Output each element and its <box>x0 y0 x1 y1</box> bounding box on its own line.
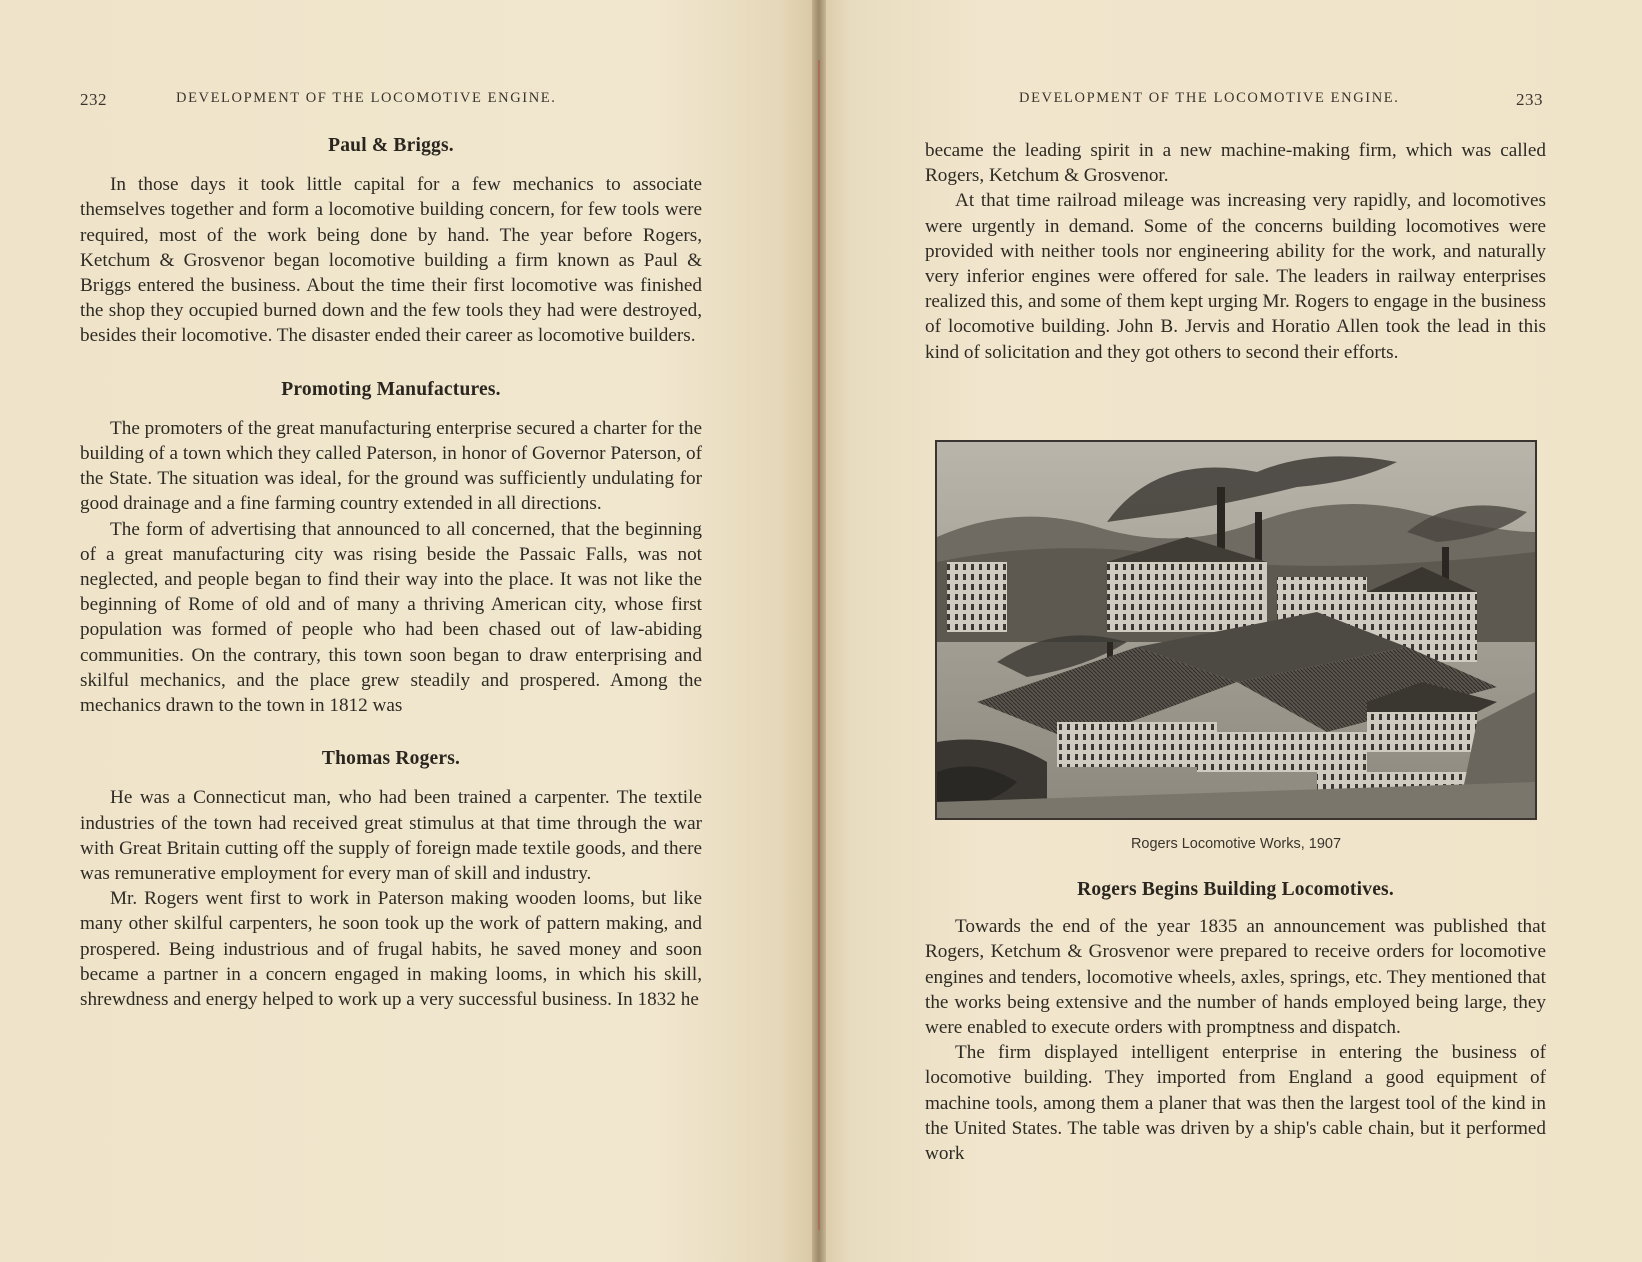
paragraph: The firm displayed intelligent enterprise in entering the business of locomotive building. They imported from England a good equipment of machine tools, among them a planer that was then the largest tool of the kind in the United States. The table was driven by a ship's cable chain, but it performed work <box>925 1042 1546 1165</box>
binding-thread <box>818 60 820 1230</box>
right-page-number: 233 <box>1516 90 1543 109</box>
right-running-head: DEVELOPMENT OF THE LOCOMOTIVE ENGINE. <box>1019 90 1400 106</box>
left-page-number: 232 <box>80 90 107 109</box>
right-column-bottom <box>925 877 1546 1166</box>
left-running-head: DEVELOPMENT OF THE LOCOMOTIVE ENGINE. <box>176 90 557 106</box>
paragraph: The form of advertising that announced to all concerned, that the beginning of a great manufacturing city was rising beside the Passaic Falls, was not neglected, and people began to find their way into the place. It was not like the beginning of Rome of old and of many a thriving American city, whose first population was formed of people who had been chased out of law-abiding communities. On the contrary, this town soon began to draw enterprising and skilful mechanics, and the place grew steadily and prospered. Among the mechanics drawn to the town in 1812 was <box>80 518 702 717</box>
section-heading-thomas-rogers: Thomas Rogers. <box>321 748 461 770</box>
left-page <box>0 0 818 1262</box>
right-column-top <box>925 138 1546 365</box>
paragraph: Mr. Rogers went first to work in Paterson making wooden looms, but like many other skilful carpenters, he soon took up the work of pattern making, and prospered. Being industrious and of frugal habits, he saved money and soon became a partner in a concern engaged in making looms, in which his skill, shrewdness and energy helped to work up a very successful business. In 1832 he <box>80 888 702 1011</box>
paragraph: The promoters of the great manufacturing enterprise secured a charter for the building of a town which they called Paterson, in honor of Governor Paterson, of the State. The situation was ideal, for the ground was sufficiently undulating for good drainage and a fine farming country extended in all directions. <box>80 417 702 515</box>
figure-caption: Rogers Locomotive Works, 1907 <box>1130 836 1342 852</box>
section-heading-promoting-manufactures: Promoting Manufactures. <box>281 378 501 400</box>
paragraph: In those days it took little capital for a few mechanics to associate themselves together and form a locomotive building concern, for few tools were required, most of the work being done by hand. The year before Rogers, Ketchum & Grosvenor began locomotive building a firm known as Paul & Briggs entered the business. About the time their first locomotive was finished the shop they occupied burned down and the few tools they had were destroyed, besides their locomotive. The disaster ended their career as locomotive builders. <box>80 174 702 347</box>
section-heading-rogers-begins: Rogers Begins Building Locomotives. <box>1077 879 1394 900</box>
paragraph: He was a Connecticut man, who had been trained a carpenter. The textile industries of the town had received great stimulus at that time through the war with Great Britain cutting off the supply of foreign made textile goods, and there was remunerative employment for every man of skill and industry. <box>80 787 702 885</box>
paragraph: At that time railroad mileage was increasing very rapidly, and locomotives were urgently in demand. Some of the concerns building locomotives were provided with neither tools nor engineering ability for the work, and naturally very inferior engines were offered for sale. The leaders in railway enterprises realized this, and some of them kept urging Mr. Rogers to engage in the business of locomotive building. John B. Jervis and Horatio Allen took the lead in this kind of solicitation and they got others to second their efforts. <box>925 190 1546 363</box>
left-column <box>80 133 702 1012</box>
section-heading-paul-briggs: Paul & Briggs. <box>328 135 454 156</box>
factory-engraving-image <box>935 440 1537 820</box>
factory-illustration <box>937 442 1535 818</box>
paragraph: Towards the end of the year 1835 an announcement was published that Rogers, Ketchum & Grosvenor were prepared to receive orders for locomotive engines and tenders, locomotive wheels, axles, springs, etc. They mentioned that the works being extensive and the number of hands employed being large, they were enabled to execute orders with promptness and dispatch. <box>925 916 1546 1039</box>
paragraph: became the leading spirit in a new machine-making firm, which was called Rogers, Ketchum & Grosvenor. <box>925 140 1546 187</box>
